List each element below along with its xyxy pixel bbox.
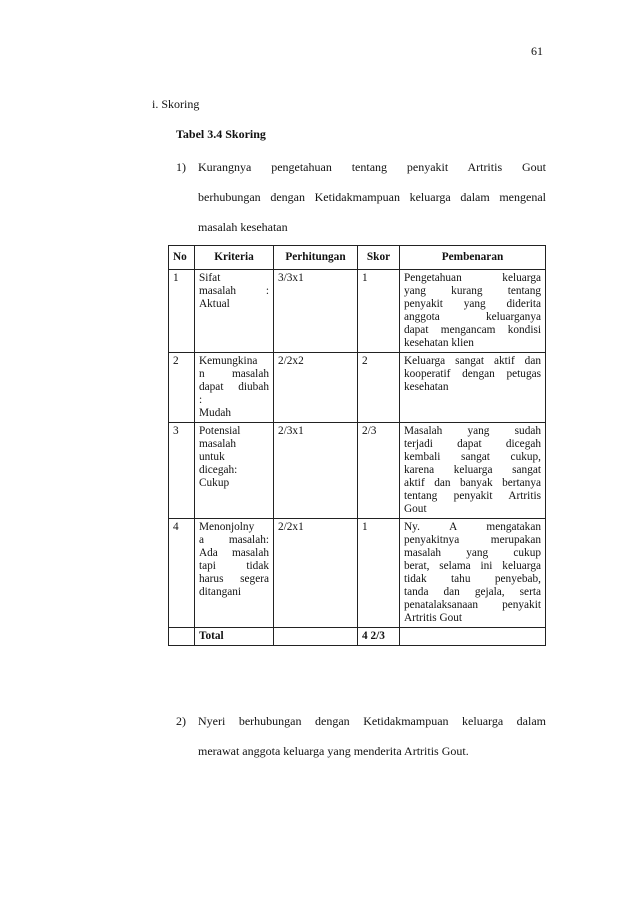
cell-no: 1 <box>169 270 195 353</box>
cell-line: dicegah: <box>199 464 238 476</box>
cell-line: ditangani <box>199 586 242 598</box>
total-row <box>169 628 546 646</box>
cell-perhitungan: 2/3x1 <box>274 423 358 519</box>
table-header-row <box>169 246 546 270</box>
cell-line: harus segera <box>199 573 269 585</box>
cell-line: Pengetahuan keluarga <box>404 272 541 284</box>
cell-line: kooperatif dengan petugas <box>404 368 541 380</box>
cell-line: Masalah yang sudah <box>404 425 541 437</box>
cell-line: terjadi dapat dicegah <box>404 438 541 450</box>
cell-pembenaran <box>400 519 546 628</box>
cell-kriteria <box>195 423 274 519</box>
header-kriteria: Kriteria <box>195 246 274 270</box>
cell-line: penyakit yang diderita <box>404 298 541 310</box>
cell-line: Cukup <box>199 477 230 489</box>
header-skor: Skor <box>358 246 400 270</box>
cell-line: masalah <box>199 438 237 450</box>
cell-line: n masalah <box>199 368 269 380</box>
item-text-line: masalah kesehatan <box>198 220 288 234</box>
cell-kriteria <box>195 353 274 423</box>
cell-line: Gout <box>404 503 427 515</box>
item-number: 2) <box>176 714 186 728</box>
section-heading: i. Skoring <box>152 97 200 111</box>
total-skor: 4 2/3 <box>358 628 400 646</box>
cell-pembenaran <box>400 353 546 423</box>
cell-no: 3 <box>169 423 195 519</box>
cell-no: 4 <box>169 519 195 628</box>
cell-perhitungan: 2/2x1 <box>274 519 358 628</box>
table-row <box>169 353 546 423</box>
cell-line: Ny. A mengatakan <box>404 521 541 533</box>
cell-line: tentang penyakit Artritis <box>404 490 541 502</box>
cell-skor: 1 <box>358 519 400 628</box>
cell-line: Aktual <box>199 298 230 310</box>
page-number: 61 <box>531 44 543 58</box>
cell-line: kesehatan klien <box>404 337 474 349</box>
cell-line: Kemungkina <box>199 355 258 367</box>
cell-line: penyakitnya merupakan <box>404 534 541 546</box>
item-text <box>198 706 546 766</box>
cell-line: kesehatan <box>404 381 449 393</box>
diagnosis-item-2 <box>176 706 546 766</box>
table-caption: Tabel 3.4 Skoring <box>176 127 266 141</box>
cell-line: anggota keluarganya <box>404 311 541 323</box>
cell-line: Menonjolny <box>199 521 255 533</box>
cell-line: Sifat <box>199 272 221 284</box>
cell-line: masalah : <box>199 285 269 297</box>
item-text <box>198 152 546 242</box>
table-row <box>169 270 546 353</box>
cell-skor: 2/3 <box>358 423 400 519</box>
item-text-line: Nyeri berhubungan dengan Ketidakmampuan keluarga dalam <box>198 714 546 728</box>
item-text-line: Kurangnya pengetahuan tentang penyakit Artritis Gout <box>198 160 546 174</box>
cell-line: berat, selama ini keluarga <box>404 560 541 572</box>
item-text-line: berhubungan dengan Ketidakmampuan keluarga dalam mengenal <box>198 190 546 204</box>
cell-pembenaran <box>400 628 546 646</box>
cell-pembenaran <box>400 270 546 353</box>
cell-line: masalah yang cukup <box>404 547 541 559</box>
diagnosis-item-1 <box>176 152 546 242</box>
item-text-line: merawat anggota keluarga yang menderita Artritis Gout. <box>198 744 469 758</box>
total-label: Total <box>195 628 274 646</box>
cell-line: yang kurang tentang <box>404 285 541 297</box>
cell-line: tanda dan gejala, serta <box>404 586 541 598</box>
table-row <box>169 519 546 628</box>
header-no: No <box>169 246 195 270</box>
cell-line: dapat diubah <box>199 381 269 393</box>
cell-line: a masalah: <box>199 534 269 546</box>
cell-line: Potensial <box>199 425 241 437</box>
cell-line: untuk <box>199 451 225 463</box>
cell-no <box>169 628 195 646</box>
cell-line: : <box>199 394 203 406</box>
scoring-table <box>168 245 546 646</box>
header-perhitungan: Perhitungan <box>274 246 358 270</box>
cell-line: penatalaksanaan penyakit <box>404 599 541 611</box>
cell-line: Ada masalah <box>199 547 269 559</box>
cell-line: tapi tidak <box>199 560 269 572</box>
cell-pembenaran <box>400 423 546 519</box>
cell-line: tidak tahu penyebab, <box>404 573 541 585</box>
cell-line: Artritis Gout <box>404 612 463 624</box>
cell-kriteria <box>195 519 274 628</box>
table-row <box>169 423 546 519</box>
cell-kriteria <box>195 270 274 353</box>
cell-line: aktif dan banyak bertanya <box>404 477 541 489</box>
cell-line: karena keluarga sangat <box>404 464 541 476</box>
cell-perhitungan: 2/2x2 <box>274 353 358 423</box>
cell-skor: 2 <box>358 353 400 423</box>
cell-no: 2 <box>169 353 195 423</box>
cell-perhitungan: 3/3x1 <box>274 270 358 353</box>
item-number: 1) <box>176 160 186 174</box>
cell-line: Keluarga sangat aktif dan <box>404 355 541 367</box>
cell-skor: 1 <box>358 270 400 353</box>
cell-line: dapat mengancam kondisi <box>404 324 541 336</box>
cell-perhitungan <box>274 628 358 646</box>
cell-line: kembali sangat cukup, <box>404 451 541 463</box>
header-pembenaran: Pembenaran <box>400 246 546 270</box>
cell-line: Mudah <box>199 407 232 419</box>
